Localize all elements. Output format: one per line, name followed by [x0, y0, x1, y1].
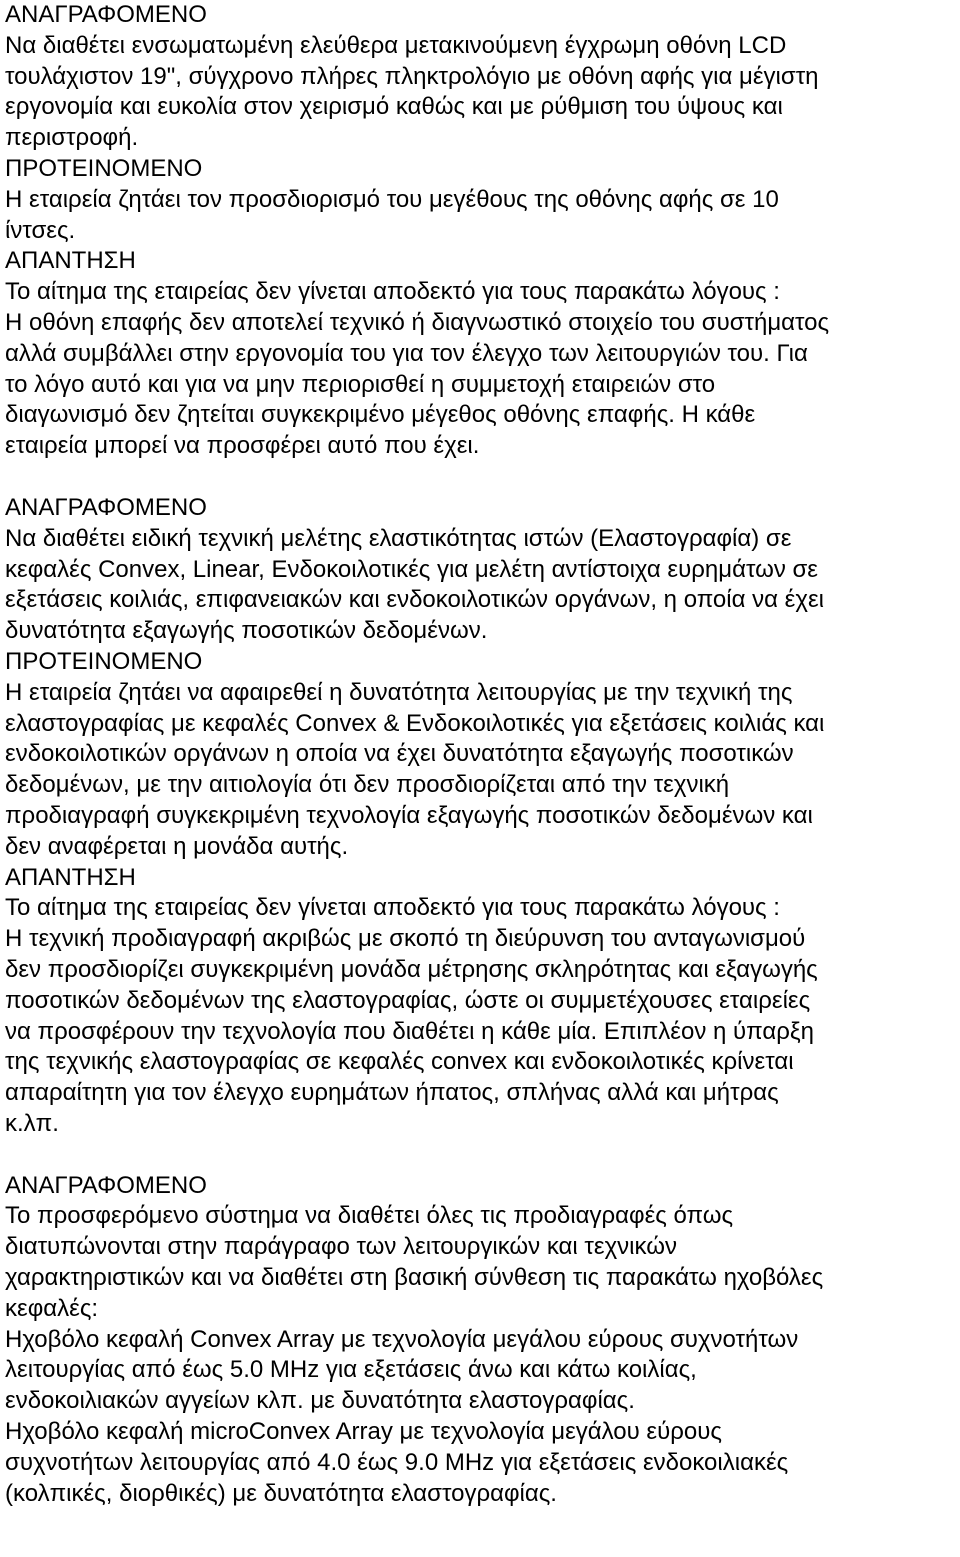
text-line: ενδοκοιλιακών αγγείων κλπ. με δυνατότητα ελαστογραφίας.: [5, 1387, 635, 1415]
text-line: Να διαθέτει ενσωματωμένη ελεύθερα μετακινούμενη έγχρωμη οθόνη LCD: [5, 31, 787, 59]
text-line: περιστροφή.: [5, 124, 139, 152]
block-heading: ΑΝΑΓΡΑΦΟΜΕΝΟ: [5, 1, 207, 28]
text-line: κεφαλές Convex, Linear, Ενδοκοιλοτικές για μελέτη αντίστοιχα ευρημάτων σε: [5, 555, 818, 583]
text-line: χαρακτηριστικών και να διαθέτει στη βασική σύνθεση τις παρακάτω ηχοβόλες: [5, 1264, 824, 1292]
text-line: ενδοκοιλοτικών οργάνων η οποία να έχει δυνατότητα εξαγωγής ποσοτικών: [5, 740, 794, 768]
block-heading: ΠΡΟΤΕΙΝΟΜΕΝΟ: [5, 647, 203, 675]
document-section: [5, 0, 960, 462]
text-line: διαγωνισμό δεν ζητείται συγκεκριμένο μέγεθος οθόνης επαφής. Η κάθε: [5, 401, 756, 429]
text-line: λειτουργίας από έως 5.0 MHz για εξετάσεις άνω και κάτω κοιλίας,: [5, 1356, 697, 1384]
text-line: (κολπικές, διορθικές) με δυνατότητα ελαστογραφίας.: [5, 1479, 557, 1507]
text-line: τουλάχιστον 19", σύγχρονο πλήρες πληκτρολόγιο με οθόνη αφής για μέγιστη: [5, 62, 819, 90]
text-line: Το αίτημα της εταιρείας δεν γίνεται αποδεκτό για τους παρακάτω λόγους :: [5, 278, 780, 306]
text-line: ελαστογραφίας με κεφαλές Convex & Ενδοκοιλοτικές για εξετάσεις κοιλιάς και: [5, 709, 825, 737]
text-line: Το αίτημα της εταιρείας δεν γίνεται αποδεκτό για τους παρακάτω λόγους :: [5, 894, 780, 922]
text-line: το λόγο αυτό και για να μην περιορισθεί η συμμετοχή εταιρειών στο: [5, 370, 716, 398]
text-line: Η τεχνική προδιαγραφή ακριβώς με σκοπό τη διεύρυνση του ανταγωνισμού: [5, 925, 806, 953]
text-line: προδιαγραφή συγκεκριμένη τεχνολογία εξαγωγής ποσοτικών δεδομένων και: [5, 801, 813, 829]
text-line: Η οθόνη επαφής δεν αποτελεί τεχνικό ή διαγνωστικό στοιχείο του συστήματος: [5, 308, 830, 336]
block-heading: ΑΝΑΓΡΑΦΟΜΕΝΟ: [5, 1171, 207, 1199]
text-line: Να διαθέτει ειδική τεχνική μελέτης ελαστικότητας ιστών (Ελαστογραφία) σε: [5, 524, 792, 552]
section-block: [5, 246, 960, 462]
text-line: απαραίτητη για τον έλεγχο ευρημάτων ήπατος, σπλήνας αλλά και μήτρας: [5, 1079, 779, 1107]
document-section: [5, 493, 960, 1140]
block-heading: ΠΡΟΤΕΙΝΟΜΕΝΟ: [5, 154, 203, 182]
section-block: [5, 154, 960, 246]
text-line: ίντσες.: [5, 216, 76, 244]
section-block: [5, 493, 960, 647]
text-line: Ηχοβόλο κεφαλή microConvex Array με τεχνολογία μεγάλου εύρους: [5, 1418, 722, 1446]
text-line: να προσφέρουν την τεχνολογία που διαθέτει η κάθε μία. Επιπλέον η ύπαρξη: [5, 1017, 814, 1045]
text-line: αλλά συμβάλλει στην εργονομία του για τον έλεγχο των λειτουργιών του. Για: [5, 339, 808, 367]
text-line: δεδομένων, με την αιτιολογία ότι δεν προσδιορίζεται από την τεχνική: [5, 771, 730, 799]
text-line: της τεχνικής ελαστογραφίας σε κεφαλές convex και ενδοκοιλοτικές κρίνεται: [5, 1048, 794, 1076]
text-line: εταιρεία μπορεί να προσφέρει αυτό που έχει.: [5, 432, 480, 460]
text-line: Η εταιρεία ζητάει να αφαιρεθεί η δυνατότητα λειτουργίας με την τεχνική της: [5, 678, 793, 706]
text-line: δεν προσδιορίζει συγκεκριμένη μονάδα μέτρησης σκληρότητας και εξαγωγής: [5, 955, 818, 983]
text-line: εξετάσεις κοιλιάς, επιφανειακών και ενδοκοιλοτικών οργάνων, η οποία να έχει: [5, 586, 825, 614]
text-line: διατυπώνονται στην παράγραφο των λειτουργικών και τεχνικών: [5, 1233, 677, 1261]
section-block: [5, 863, 960, 1140]
text-line: κεφαλές:: [5, 1294, 99, 1322]
block-heading: ΑΝΑΓΡΑΦΟΜΕΝΟ: [5, 493, 207, 521]
section-block: [5, 647, 960, 863]
block-heading: ΑΠΑΝΤΗΣΗ: [5, 247, 136, 275]
document-page: [5, 0, 960, 1509]
document-section: [5, 1171, 960, 1510]
text-line: δεν αναφέρεται η μονάδα αυτής.: [5, 832, 349, 860]
text-line: εργονομία και ευκολία στον χειρισμό καθώς και με ρύθμιση του ύψους και: [5, 93, 783, 121]
text-line: Το προσφερόμενο σύστημα να διαθέτει όλες τις προδιαγραφές όπως: [5, 1202, 734, 1230]
text-line: συχνοτήτων λειτουργίας από 4.0 έως 9.0 MHz για εξετάσεις ενδοκοιλιακές: [5, 1448, 789, 1476]
text-line: κ.λπ.: [5, 1109, 59, 1137]
text-line: Η εταιρεία ζητάει τον προσδιορισμό του μεγέθους της οθόνης αφής σε 10: [5, 185, 779, 213]
section-block: [5, 0, 960, 154]
text-line: δυνατότητα εξαγωγής ποσοτικών δεδομένων.: [5, 617, 488, 645]
section-block: [5, 1171, 960, 1510]
text-line: ποσοτικών δεδομένων της ελαστογραφίας, ώστε οι συμμετέχουσες εταιρείες: [5, 986, 811, 1014]
text-line: Ηχοβόλο κεφαλή Convex Array με τεχνολογία μεγάλου εύρους συχνοτήτων: [5, 1325, 799, 1353]
block-heading: ΑΠΑΝΤΗΣΗ: [5, 863, 136, 891]
